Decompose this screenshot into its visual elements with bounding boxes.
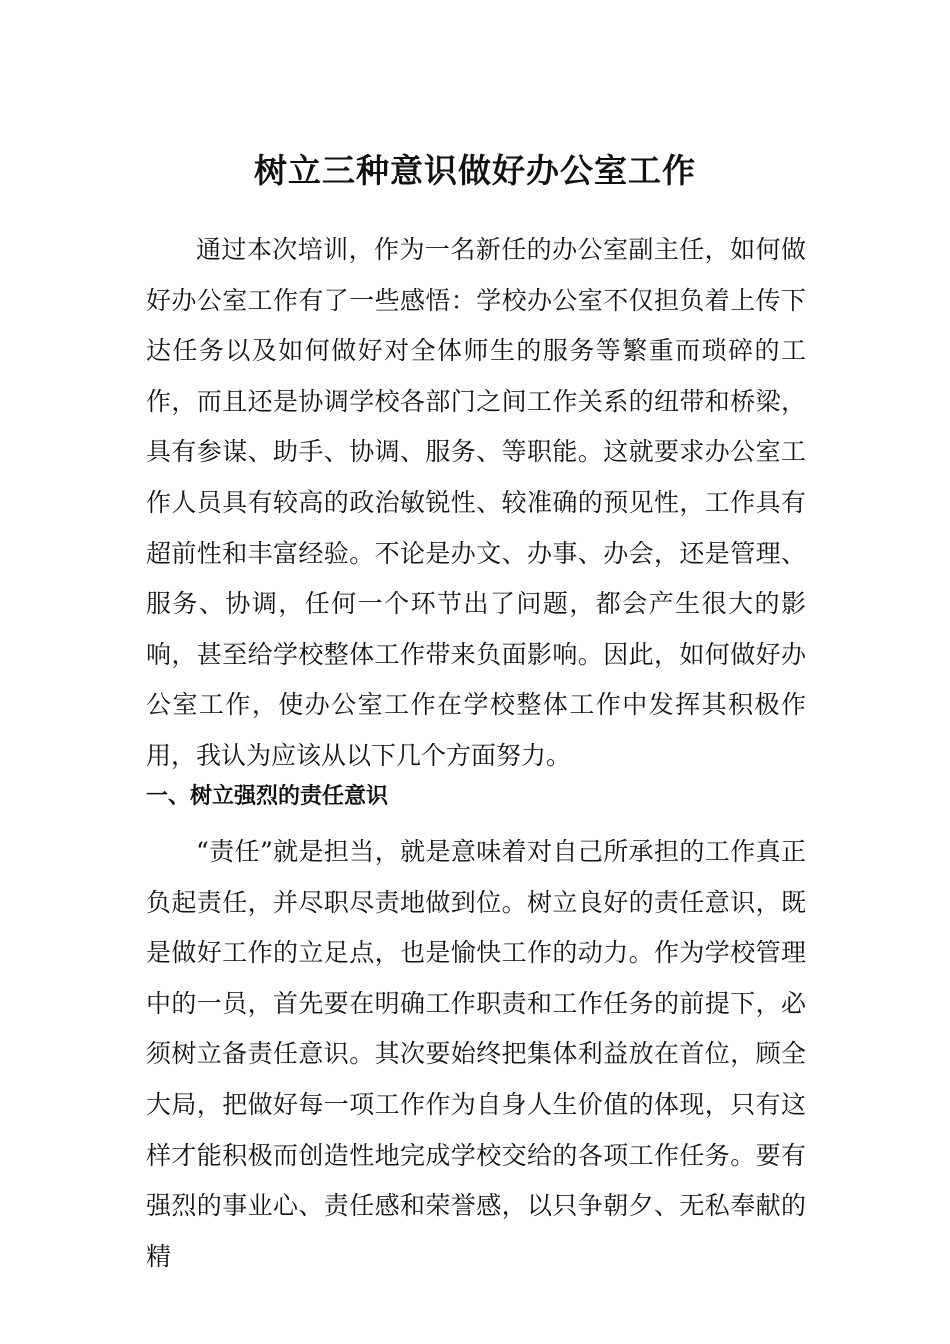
section-paragraph: “责任”就是担当，就是意味着对自己所承担的工作真正负起责任，并尽职尽责地做到位。树立良好的责任意识，既是做好工作的立足点，也是愉快工作的动力。作为学校管理中的一员，首先要在明确工作职责和工作任务的前提下，必须树立备责任意识。其次要始终把集体利益放在首位，顾全大局，把做好每一项工作作为自身人生价值的体现，只有这样才能积极而创造性地完成学校交给的各项工作任务。要有强烈的事业心、责任感和荣誉感，以只争朝夕、无私奉献的精 [146, 837, 806, 1271]
document-title: 树立三种意识做好办公室工作 [254, 151, 696, 191]
section-heading: 一、树立强烈的责任意识 [146, 784, 389, 809]
intro-paragraph: 通过本次培训，作为一名新任的办公室副主任，如何做好办公室工作有了一些感悟：学校办公室不仅担负着上传下达任务以及如何做好对全体师生的服务等繁重而琐碎的工作，而且还是协调学校各部门之间工作关系的纽带和桥梁，具有参谋、助手、协调、服务、等职能。这就要求办公室工作人员具有较高的政治敏锐性、较准确的预见性，工作具有超前性和丰富经验。不论是办文、办事、办会，还是管理、服务、协调，任何一个环节出了问题，都会产生很大的影响，甚至给学校整体工作带来负面影响。因此，如何做好办公室工作，使办公室工作在学校整体工作中发挥其积极作用，我认为应该从以下几个方面努力。 [146, 235, 806, 770]
